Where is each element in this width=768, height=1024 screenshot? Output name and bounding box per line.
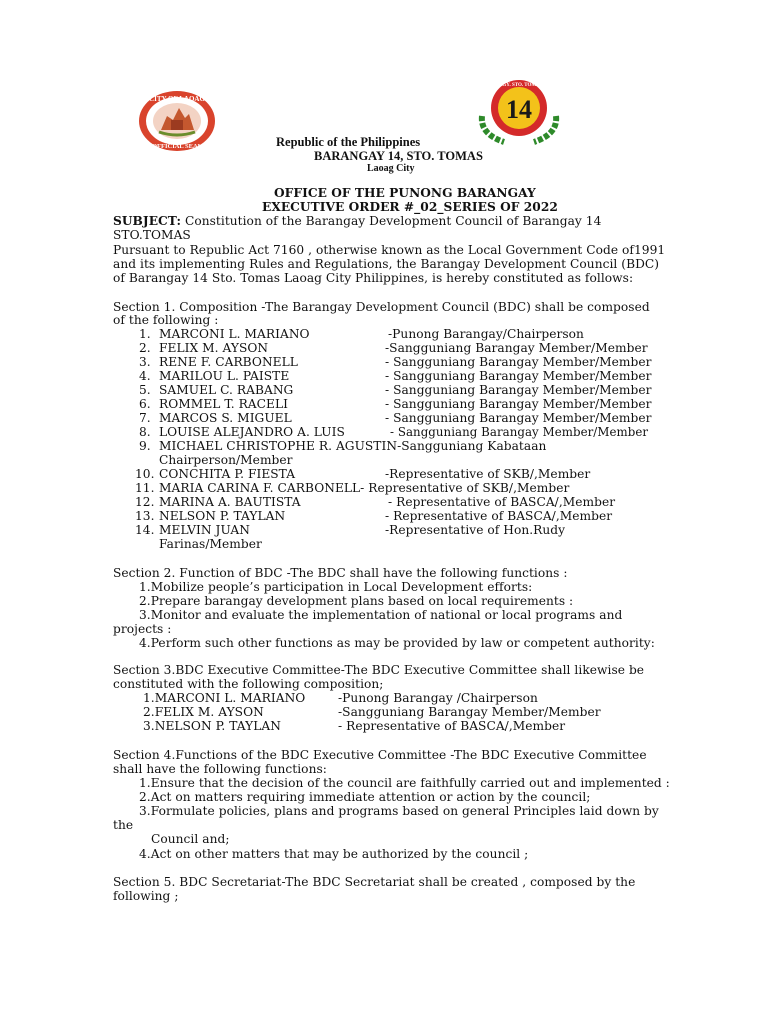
section-4-heading: Section 4.Functions of the BDC Executive Committee -The BDC Executive Committee xyxy=(113,748,647,762)
svg-text:CITY OF LAOAG: CITY OF LAOAG xyxy=(149,95,205,103)
office-title: OFFICE OF THE PUNONG BARANGAY xyxy=(274,186,536,200)
subject-line-2: STO.TOMAS xyxy=(113,228,191,242)
committee-function-item: 4.Act on other matters that may be authorized by the council ; xyxy=(139,847,529,861)
member-role: - Sangguniang Barangay Member/Member xyxy=(385,369,652,383)
committee-member-role: -Sangguniang Barangay Member/Member xyxy=(338,705,601,719)
function-item: 1.Mobilize people’s participation in Local Development efforts: xyxy=(139,580,533,594)
member-role: - Sangguniang Barangay Member/Member xyxy=(390,425,649,439)
member-num: 14. xyxy=(135,523,155,537)
member-name: RENE F. CARBONELL xyxy=(159,355,298,369)
city-heading: Laoag City xyxy=(367,163,415,174)
committee-member-name: 2.FELIX M. AYSON xyxy=(143,705,264,719)
member-role: -Sangguniang Barangay Member/Member xyxy=(385,341,648,355)
member-role: - Sangguniang Barangay Member/Member xyxy=(385,355,652,369)
section-3-heading: Section 3.BDC Executive Committee-The BDC Executive Committee shall likewise be xyxy=(113,663,645,677)
intro-line-3: of Barangay 14 Sto. Tomas Laoag City Philippines, is hereby constituted as follows: xyxy=(113,271,634,285)
section-3-heading-2: constituted with the following composition; xyxy=(113,677,384,691)
section-4-heading-2: shall have the following functions: xyxy=(113,762,327,776)
committee-function-wrap: the xyxy=(113,818,134,832)
member-role: - Representative of BASCA/,Member xyxy=(388,495,616,509)
member-name: MARILOU L. PAISTE xyxy=(159,369,290,383)
member-role: -Representative of Hon.Rudy xyxy=(385,523,566,537)
committee-function-item: 2.Act on matters requiring immediate attention or action by the council; xyxy=(139,790,591,804)
member-name: MELVIN JUAN xyxy=(159,523,250,537)
section-5-heading: Section 5. BDC Secretariat-The BDC Secretariat shall be created , composed by the xyxy=(113,875,636,889)
committee-member-name: 3.NELSON P. TAYLAN xyxy=(143,719,281,733)
committee-function-wrap: Council and; xyxy=(151,832,230,846)
subject-line xyxy=(113,214,601,228)
member-name-wrap: Chairperson/Member xyxy=(159,453,293,467)
intro-line-2: and its implementing Rules and Regulations, the Barangay Development Council (BDC) xyxy=(113,257,660,271)
committee-member-role: - Representative of BASCA/,Member xyxy=(338,719,566,733)
committee-function-item: 1.Ensure that the decision of the council are faithfully carried out and implemented : xyxy=(139,776,670,790)
member-num: 4. xyxy=(139,369,151,383)
member-role: -Punong Barangay/Chairperson xyxy=(388,327,584,341)
member-num: 9. xyxy=(139,439,151,453)
member-num: 3. xyxy=(139,355,151,369)
member-name: MARIA CARINA F. CARBONELL- Representative of SKB/,Member xyxy=(159,481,570,495)
member-num: 12. xyxy=(135,495,155,509)
member-name: MARCONI L. MARIANO xyxy=(159,327,310,341)
committee-member-name: 1.MARCONI L. MARIANO xyxy=(143,691,306,705)
member-name: MARINA A. BAUTISTA xyxy=(159,495,301,509)
member-role: -Representative of SKB/,Member xyxy=(385,467,591,481)
member-name: NELSON P. TAYLAN xyxy=(159,509,286,523)
section-1-heading: Section 1. Composition -The Barangay Development Council (BDC) shall be composed xyxy=(113,300,650,314)
committee-member-role: -Punong Barangay /Chairperson xyxy=(338,691,538,705)
subject-label: SUBJECT: xyxy=(113,214,182,228)
city-of-laoag-seal xyxy=(137,90,217,152)
member-name: LOUISE ALEJANDRO A. LUIS xyxy=(159,425,345,439)
member-num: 2. xyxy=(139,341,151,355)
member-num: 11. xyxy=(135,481,155,495)
member-name: MICHAEL CHRISTOPHE R. AGUSTIN-Sangguniang Kabataan xyxy=(159,439,547,453)
function-item: 2.Prepare barangay development plans based on local requirements : xyxy=(139,594,574,608)
subject-text: Constitution of the Barangay Development Council of Barangay 14 xyxy=(181,214,602,228)
member-role: - Sangguniang Barangay Member/Member xyxy=(385,397,652,411)
member-role: - Sangguniang Barangay Member/Member xyxy=(385,383,652,397)
member-num: 10. xyxy=(135,467,155,481)
section-5-heading-2: following ; xyxy=(113,889,179,903)
member-name-wrap: Farinas/Member xyxy=(159,537,262,551)
member-role: - Representative of BASCA/,Member xyxy=(385,509,613,523)
section-1-heading-2: of the following : xyxy=(113,313,219,327)
svg-text:14: 14 xyxy=(506,95,532,124)
intro-line-1: Pursuant to Republic Act 7160 , otherwise known as the Local Government Code of1991 xyxy=(113,243,666,257)
barangay-14-seal xyxy=(474,76,564,146)
member-name: MARCOS S. MIGUEL xyxy=(159,411,292,425)
member-num: 1. xyxy=(139,327,151,341)
member-num: 6. xyxy=(139,397,151,411)
function-item-wrap: projects : xyxy=(113,622,172,636)
barangay-heading: BARANGAY 14, STO. TOMAS xyxy=(314,149,483,163)
committee-function-item: 3.Formulate policies, plans and programs based on general Principles laid down by xyxy=(139,804,659,818)
svg-text:OFFICIAL SEAL: OFFICIAL SEAL xyxy=(151,143,203,150)
member-role: - Sangguniang Barangay Member/Member xyxy=(385,411,652,425)
svg-text:BRGY. STO. TOMAS: BRGY. STO. TOMAS xyxy=(495,83,543,88)
function-item: 4.Perform such other functions as may be provided by law or competent authority: xyxy=(139,636,655,650)
member-name: FELIX M. AYSON xyxy=(159,341,269,355)
executive-order-title: EXECUTIVE ORDER #_02_SERIES OF 2022 xyxy=(262,200,558,214)
member-name: CONCHITA P. FIESTA xyxy=(159,467,296,481)
member-num: 8. xyxy=(139,425,151,439)
section-2-heading: Section 2. Function of BDC -The BDC shall have the following functions : xyxy=(113,566,568,580)
member-name: ROMMEL T. RACELI xyxy=(159,397,288,411)
member-name: SAMUEL C. RABANG xyxy=(159,383,294,397)
function-item: 3.Monitor and evaluate the implementation of national or local programs and xyxy=(139,608,623,622)
member-num: 7. xyxy=(139,411,151,425)
republic-heading: Republic of the Philippines xyxy=(276,135,421,149)
member-num: 13. xyxy=(135,509,155,523)
member-num: 5. xyxy=(139,383,151,397)
